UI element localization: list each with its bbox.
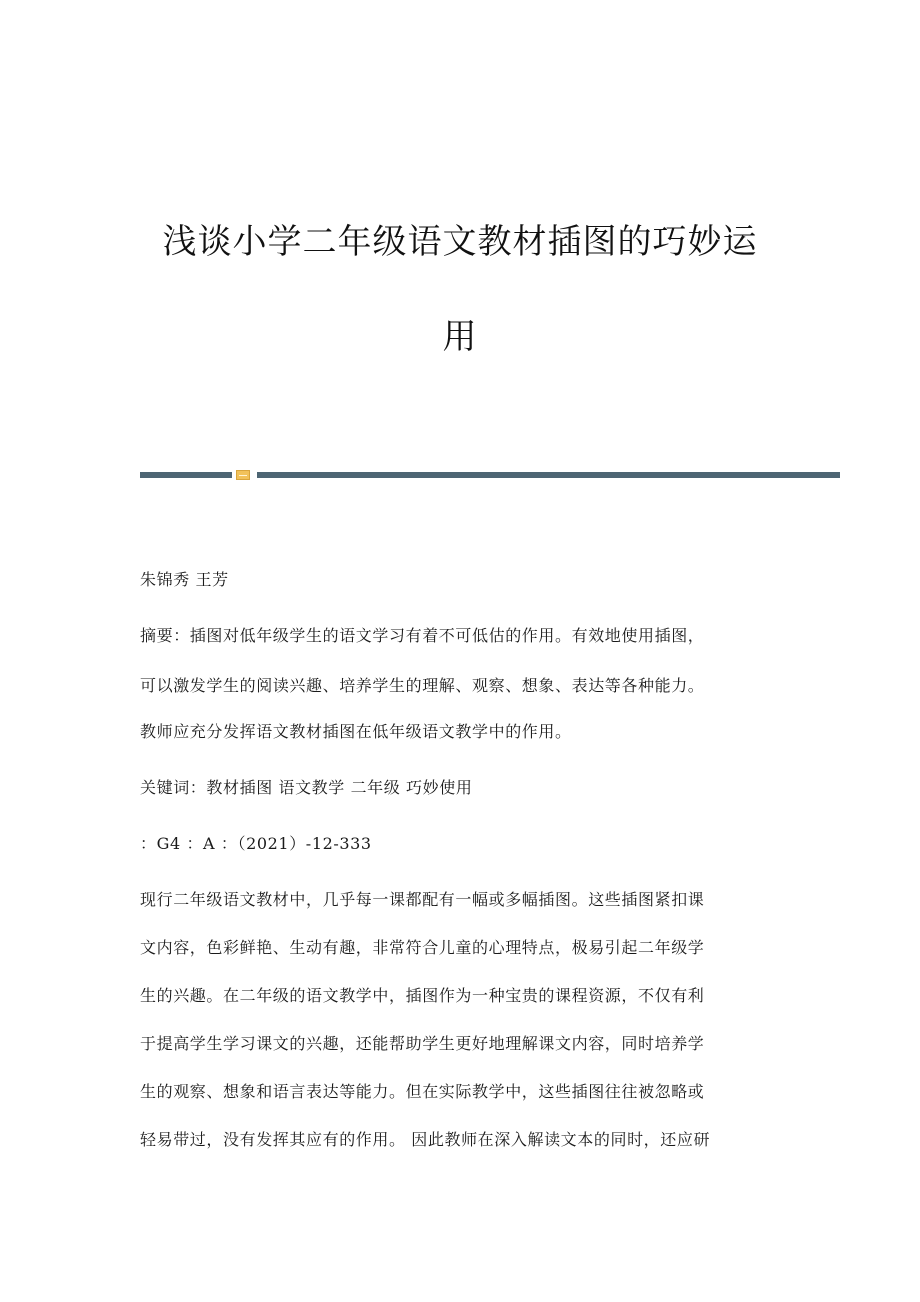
body-text-line: 于提高学生学习课文的兴趣，还能帮助学生更好地理解课文内容，同时培养学 xyxy=(140,1034,705,1053)
body-text-line: 生的兴趣。在二年级的语文教学中，插图作为一种宝贵的课程资源，不仅有利 xyxy=(140,986,705,1005)
title-divider xyxy=(140,470,840,480)
abstract-line: 教师应充分发挥语文教材插图在低年级语文教学中的作用。 xyxy=(140,722,572,741)
body-text-line: 轻易带过，没有发挥其应有的作用。 因此教师在深入解读文本的同时，还应研 xyxy=(140,1130,711,1149)
keywords: 关键词：教材插图 语文教学 二年级 巧妙使用 xyxy=(140,778,473,797)
body-text-line: 现行二年级语文教材中，几乎每一课都配有一幅或多幅插图。这些插图紧扣课 xyxy=(140,890,705,909)
divider-bar-left xyxy=(140,472,232,478)
document-title-line-1: 浅谈小学二年级语文教材插图的巧妙运 xyxy=(162,222,758,262)
divider-bar-right xyxy=(257,472,840,478)
document-title-line-2: 用 xyxy=(442,317,478,357)
authors: 朱锦秀 王芳 xyxy=(140,570,229,589)
classification-code: ：G4 ：A ：（2021）-12-333 xyxy=(140,834,372,853)
body-text-line: 文内容，色彩鲜艳、生动有趣，非常符合儿童的心理特点，极易引起二年级学 xyxy=(140,938,705,957)
abstract-line: 摘要：插图对低年级学生的语文学习有着不可低估的作用。有效地使用插图， xyxy=(140,626,705,645)
abstract-line: 可以激发学生的阅读兴趣、培养学生的理解、观察、想象、表达等各种能力。 xyxy=(140,676,705,695)
divider-ornament-icon xyxy=(236,470,250,480)
body-text-line: 生的观察、想象和语言表达等能力。但在实际教学中，这些插图往往被忽略或 xyxy=(140,1082,705,1101)
